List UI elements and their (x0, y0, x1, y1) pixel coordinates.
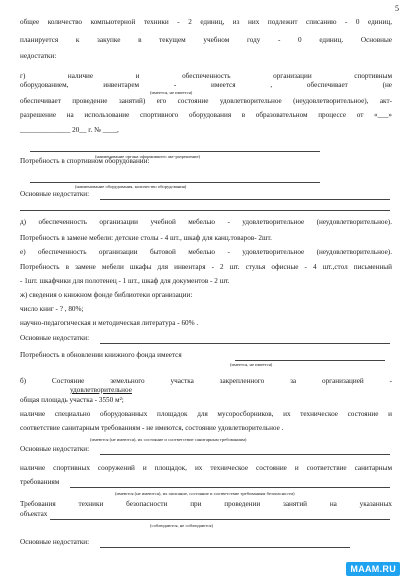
purchase-line: планируется к закупке в текущем учебном году - 0 единиц. Основные (20, 36, 392, 44)
land-plot-condition: удовлетворительное (70, 386, 132, 394)
permit-date-line: ______________ 20__ г. № ____, (20, 126, 119, 134)
caption-facilities: (имеются (не имеются), их описание, состояние и соответствие требованиям безопасности) (115, 491, 295, 496)
deficiencies-label: недостатки: (20, 52, 57, 60)
safety-requirements-line: Требования техники безопасности при проведении занятий на указанных (20, 500, 392, 508)
page-number: 5 (395, 4, 399, 13)
maam-watermark[interactable]: MAAM.RU (346, 562, 400, 576)
caption-garbage: (имеются (не имеются), их состояние и соответствие санитарным требованиям) (90, 437, 247, 442)
household-furniture-line: е) обеспеченность организации бытовой мебелью - удовлетворительное (неудовлетворительное). (20, 248, 392, 256)
safety-objects-line: объектах (20, 510, 48, 518)
caption-authority: (наименование органа оформившего акт-разрешение) (95, 154, 201, 159)
caption-equipment: (наименование оборудования, количество оборудования) (75, 184, 187, 189)
study-furniture-line: д) обеспеченность организации учебной мебелью - удовлетворительное (неудовлетворительное). (20, 218, 392, 226)
sport-facilities-line: наличие спортивных сооружений и площадок, их техническое состояние и соответствие санитарным (20, 464, 392, 472)
sport-facilities-requirements: требованиям (20, 478, 60, 486)
sport-deficiencies-label: Основные недостатки: (20, 190, 90, 198)
household-furniture-needs-cont: - 1шт. шкафчики для полотенец - 1 шт., шкаф для документов - 2 шт. (20, 277, 230, 285)
caption-available: (имеется, не имеется) (150, 90, 193, 95)
sport-needs-label: Потребность в спортивном оборудовании: (20, 157, 150, 165)
sport-inventory-line: оборудованием, инвентарем - имеется , обеспечивает (не (20, 81, 392, 89)
sport-equipment-line: г) наличие и обеспеченность организации спортивным (20, 72, 392, 80)
land-plot-line: б) Состояние земельного участка закрепленного за организацией - (20, 377, 392, 385)
books-count-line: число книг - ? , 80%; (20, 305, 84, 313)
garbage-areas-condition: соответствие санитарным требованиям - не имеются, состояние удовлетворительное . (20, 424, 284, 432)
library-fund-line: ж) сведения о книжном фонде библиотеки организации: (20, 291, 193, 299)
methodical-literature-line: научно-педагогическая и методическая литература - 60% . (20, 319, 199, 327)
computers-line: общее количество компьютерной техники - 2 единиц, из них подлежит списанию - 0 единиц, (20, 18, 392, 26)
book-renewal-line: Потребность в обновлении книжного фонда имеется (20, 351, 182, 359)
library-deficiencies-label: Основные недостатки: (20, 334, 90, 342)
sport-condition-line: обеспечивает проведение занятий) его состояние удовлетворительное (неудовлетворительное), акт- (20, 97, 392, 105)
garbage-areas-line: наличие специально оборудованных площадок для мусоросборников, их техническое состояние и (20, 410, 392, 418)
final-deficiencies-label: Основные недостатки: (20, 538, 90, 546)
land-deficiencies-label: Основные недостатки: (20, 445, 90, 453)
study-furniture-needs: Потребность в замене мебели: детские столы - 4 шт., шкаф для канц.товаров- 2шт. (20, 234, 272, 242)
permit-line: разрешение на использование спортивного оборудования в образовательном процессе от «___» (20, 111, 392, 119)
caption-available-2: (имеется, не имеется) (230, 362, 273, 367)
caption-observed: (соблюдаются, не соблюдаются) (150, 523, 214, 528)
land-area-line: общая площадь участка - 3550 м²; (20, 396, 124, 404)
household-furniture-needs: Потребность в замене мебели шкафы для инвентаря - 2 шт. стулья офисные - 4 шт.,стол письменный (20, 263, 392, 271)
